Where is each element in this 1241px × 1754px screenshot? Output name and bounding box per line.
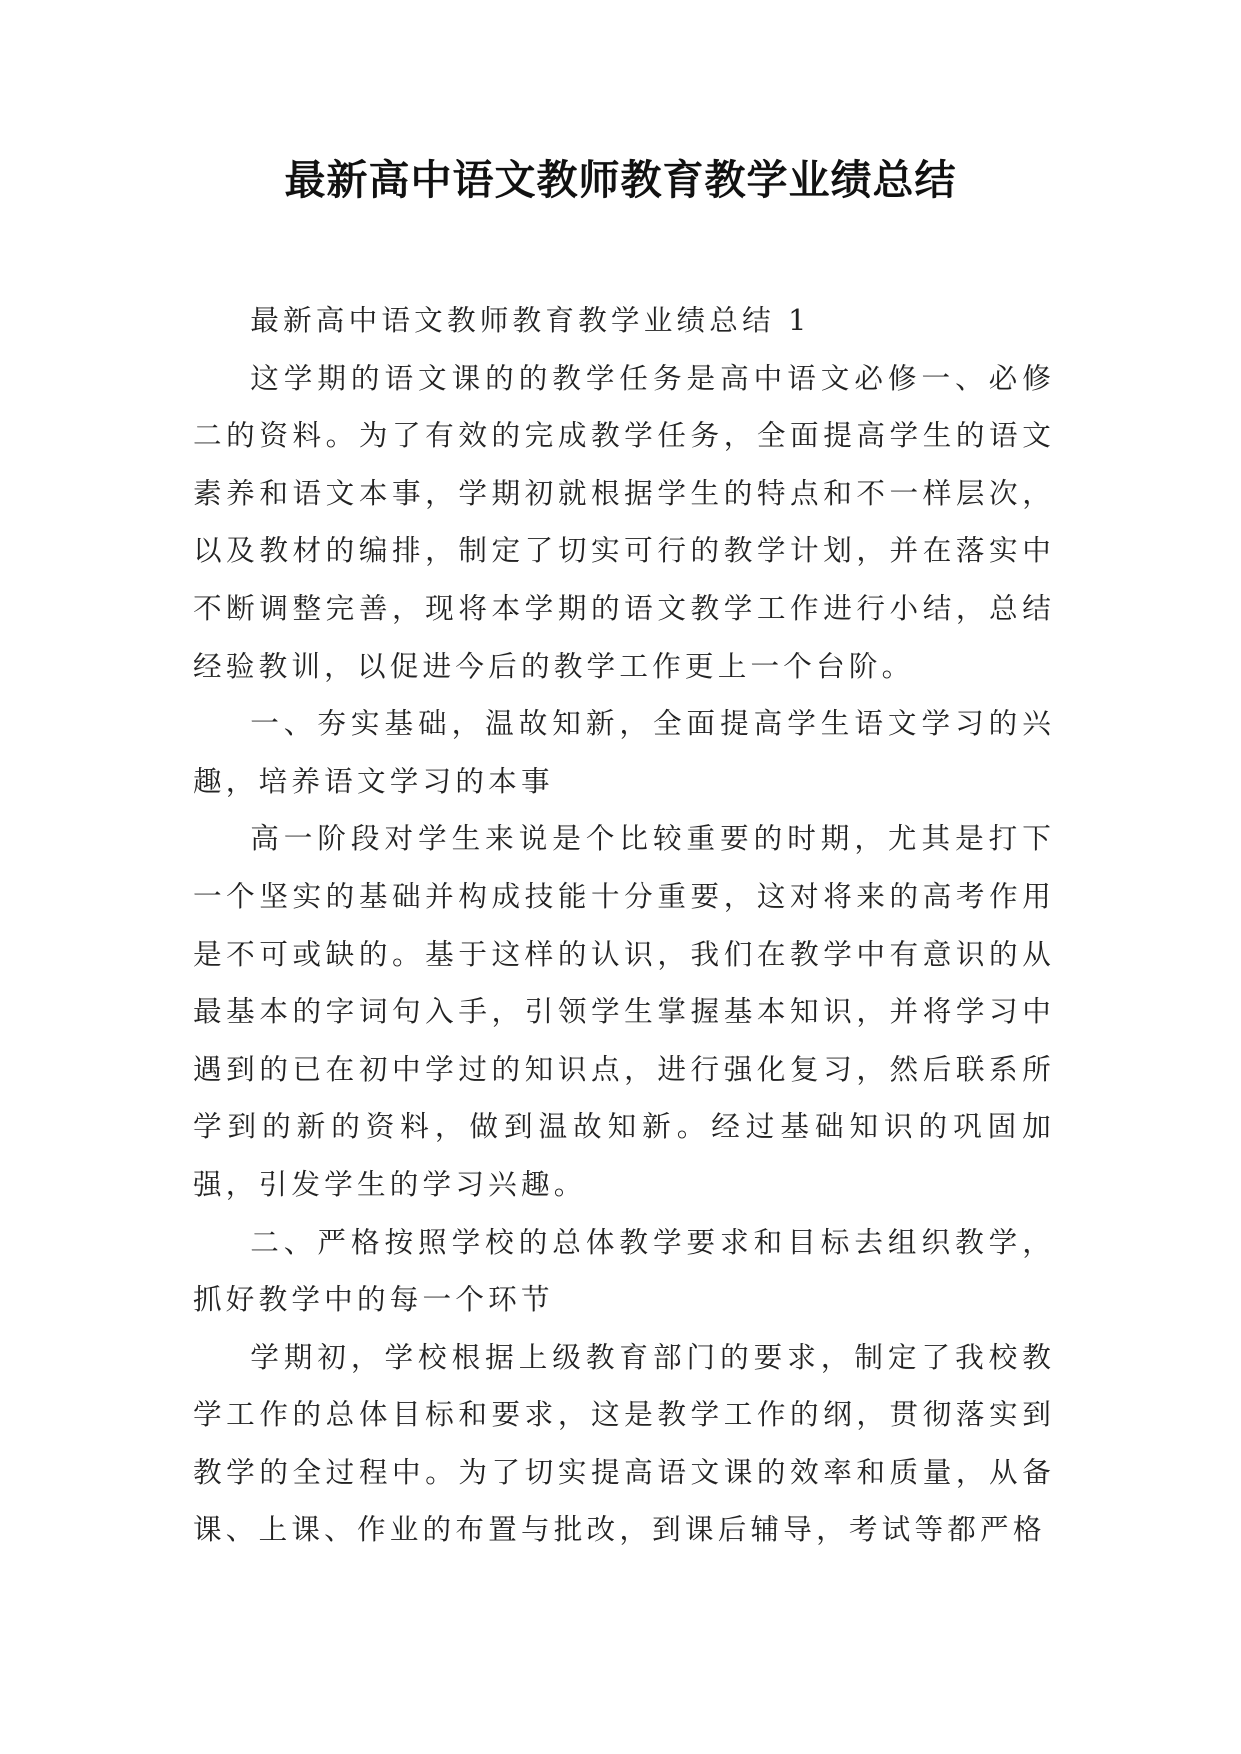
subtitle-paragraph: 最新高中语文教师教育教学业绩总结 1 [250,303,811,337]
document-body [193,292,1055,1559]
section-heading-2: 二、严格按照学校的总体教学要求和目标去组织教学，抓好教学中的每一个环节 [193,1224,1055,1317]
section-heading-1: 一、夯实基础，温故知新，全面提高学生语文学习的兴趣，培养语文学习的本事 [193,706,1055,798]
body-paragraph: 这学期的语文课的的教学任务是高中语文必修一、必修二的资料。为了有效的完成教学任务，全面提高学生的语文素养和语文本事，学期初就根据学生的特点和不一样层次，以及教材的编排，制定了切实可行的教学计划，并在落实中不断调整完善，现将本学期的语文教学工作进行小结，总结经验教训，以促进今后的教学工作更上一个台阶。 [193,360,1055,683]
body-paragraph: 高一阶段对学生来说是个比较重要的时期，尤其是打下一个坚实的基础并构成技能十分重要，这对将来的高考作用是不可或缺的。基于这样的认识，我们在教学中有意识的从最基本的字词句入手，引领学生掌握基本知识，并将学习中遇到的已在初中学过的知识点，进行强化复习，然后联系所学到的新的资料，做到温故知新。经过基础知识的巩固加强，引发学生的学习兴趣。 [193,821,1055,1201]
body-paragraph: 学期初，学校根据上级教育部门的要求，制定了我校教学工作的总体目标和要求，这是教学工作的纲，贯彻落实到教学的全过程中。为了切实提高语文课的效率和质量，从备课、上课、作业的布置与批改，到课后辅导，考试等都严格 [193,1339,1055,1547]
document-title: 最新高中语文教师教育教学业绩总结 [284,156,957,204]
